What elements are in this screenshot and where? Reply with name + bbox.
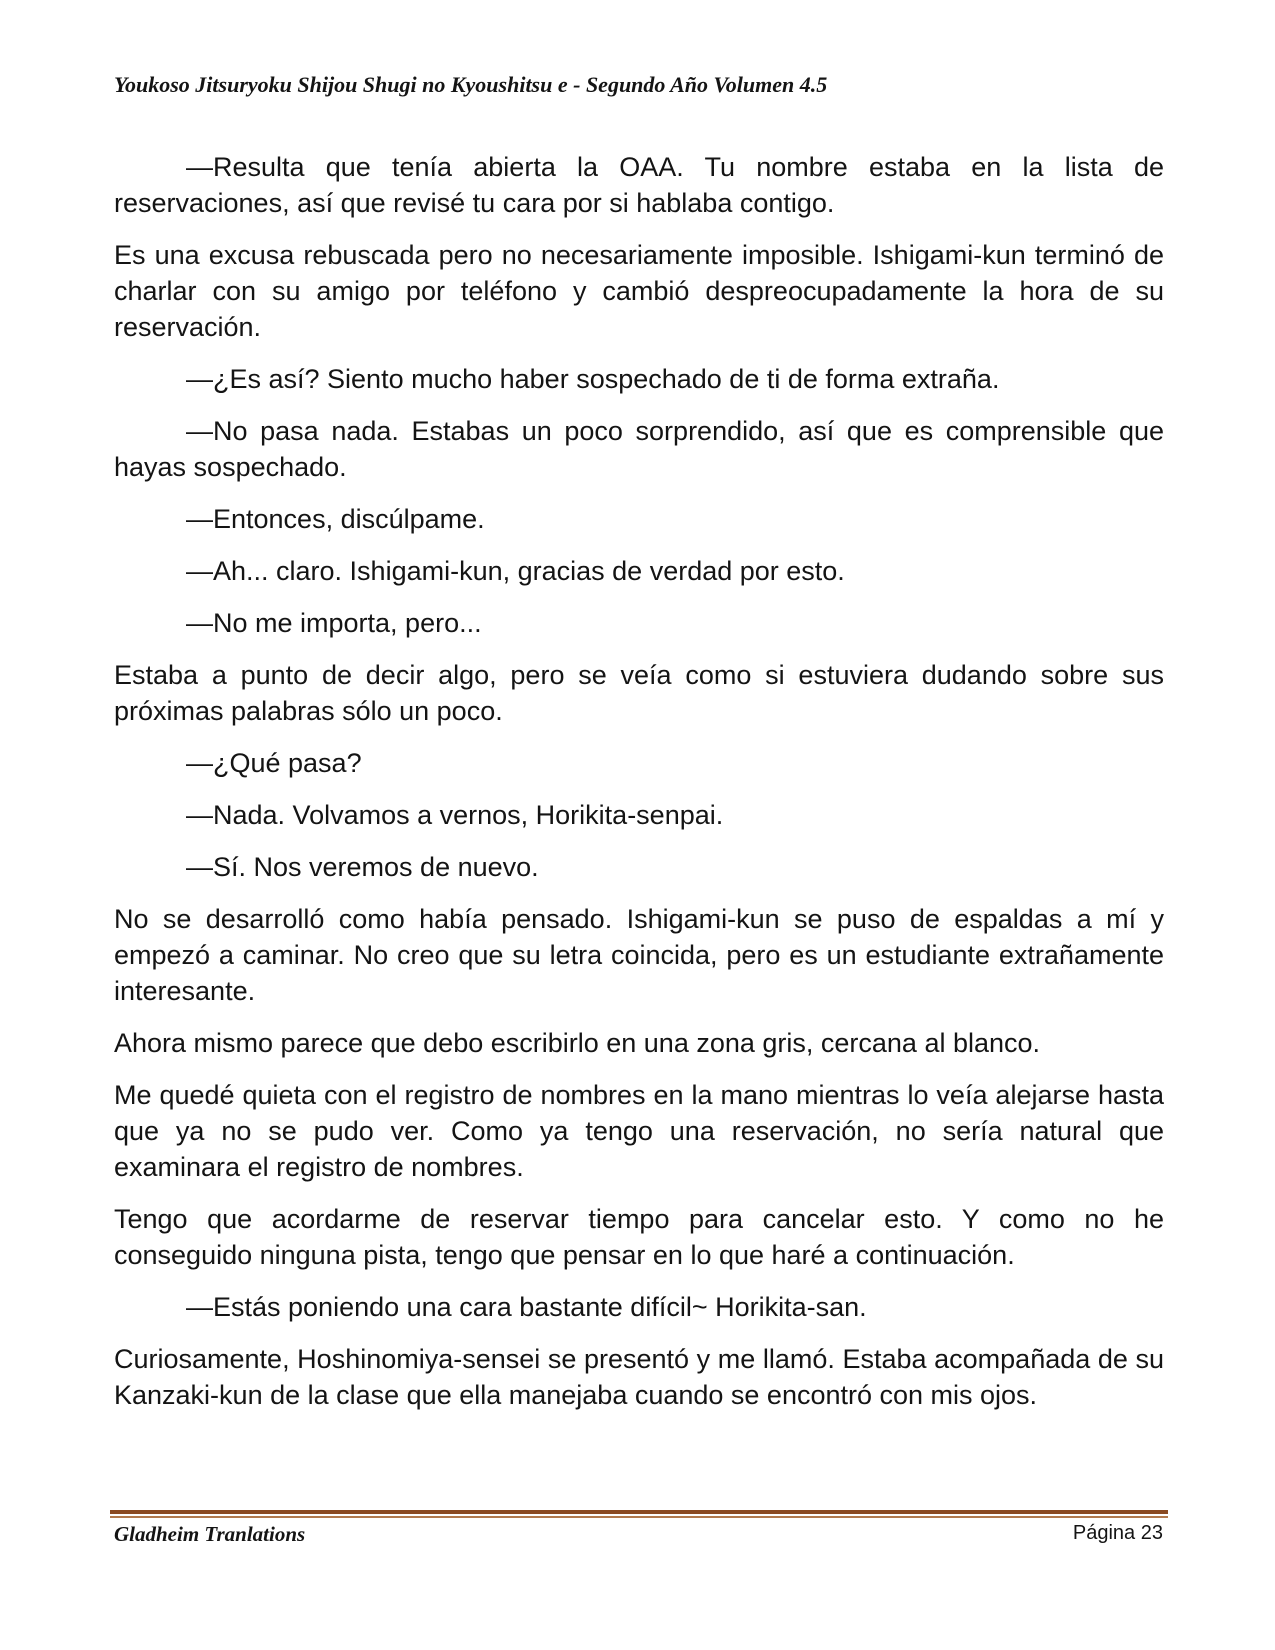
paragraph-6: —Ah... claro. Ishigami-kun, gracias de verdad por esto. [186,556,845,586]
paragraph-17: Curiosamente, Hoshinomiya-sensei se presentó y me llamó. Estaba acompañada de su Kanzaki-kun de la clase que ella manejaba cuando se encontró con mis ojos. [114,1344,1164,1410]
running-header: Youkoso Jitsuryoku Shijou Shugi no Kyoushitsu e - Segundo Año Volumen 4.5 [114,72,828,97]
paragraph-4: —No pasa nada. Estabas un poco sorprendido, así que es comprensible que hayas sospechado. [114,416,1164,482]
paragraph-9: —¿Qué pasa? [186,748,362,778]
paragraph-7: —No me importa, pero... [186,608,482,638]
footer-divider-thin [110,1516,1168,1518]
page-body [114,149,1164,1429]
paragraph-1: —Resulta que tenía abierta la OAA. Tu nombre estaba en la lista de reservaciones, así que revisé tu cara por si hablaba contigo. [114,152,1164,218]
footer-credit: Gladheim Tranlations [114,1522,306,1546]
footer-divider [110,1510,1168,1518]
page-number [1073,1522,1163,1545]
paragraph-14: Me quedé quieta con el registro de nombres en la mano mientras lo veía alejarse hasta que ya no se pudo ver. Como ya tengo una reservación, no sería natural que examinara el registro de nombres. [114,1080,1164,1182]
paragraph-15: Tengo que acordarme de reservar tiempo para cancelar esto. Y como no he conseguido ninguna pista, tengo que pensar en lo que haré a continuación. [114,1204,1164,1270]
page-number-value: 23 [1140,1522,1163,1544]
paragraph-2: Es una excusa rebuscada pero no necesariamente imposible. Ishigami-kun terminó de charlar con su amigo por teléfono y cambió despreocupadamente la hora de su reservación. [114,240,1164,342]
page-label: Página [1072,1522,1136,1544]
paragraph-10: —Nada. Volvamos a vernos, Horikita-senpai. [186,800,724,830]
paragraph-13: Ahora mismo parece que debo escribirlo en una zona gris, cercana al blanco. [114,1028,1041,1058]
paragraph-11: —Sí. Nos veremos de nuevo. [186,852,539,882]
paragraph-3: —¿Es así? Siento mucho haber sospechado de ti de forma extraña. [186,364,1000,394]
footer-divider-thick [110,1510,1168,1514]
paragraph-5: —Entonces, discúlpame. [186,504,485,534]
paragraph-12: No se desarrolló como había pensado. Ishigami-kun se puso de espaldas a mí y empezó a caminar. No creo que su letra coincida, pero es un estudiante extrañamente interesante. [114,904,1164,1006]
paragraph-8: Estaba a punto de decir algo, pero se veía como si estuviera dudando sobre sus próximas palabras sólo un poco. [114,660,1164,726]
paragraph-16: —Estás poniendo una cara bastante difícil~ Horikita-san. [186,1292,867,1322]
